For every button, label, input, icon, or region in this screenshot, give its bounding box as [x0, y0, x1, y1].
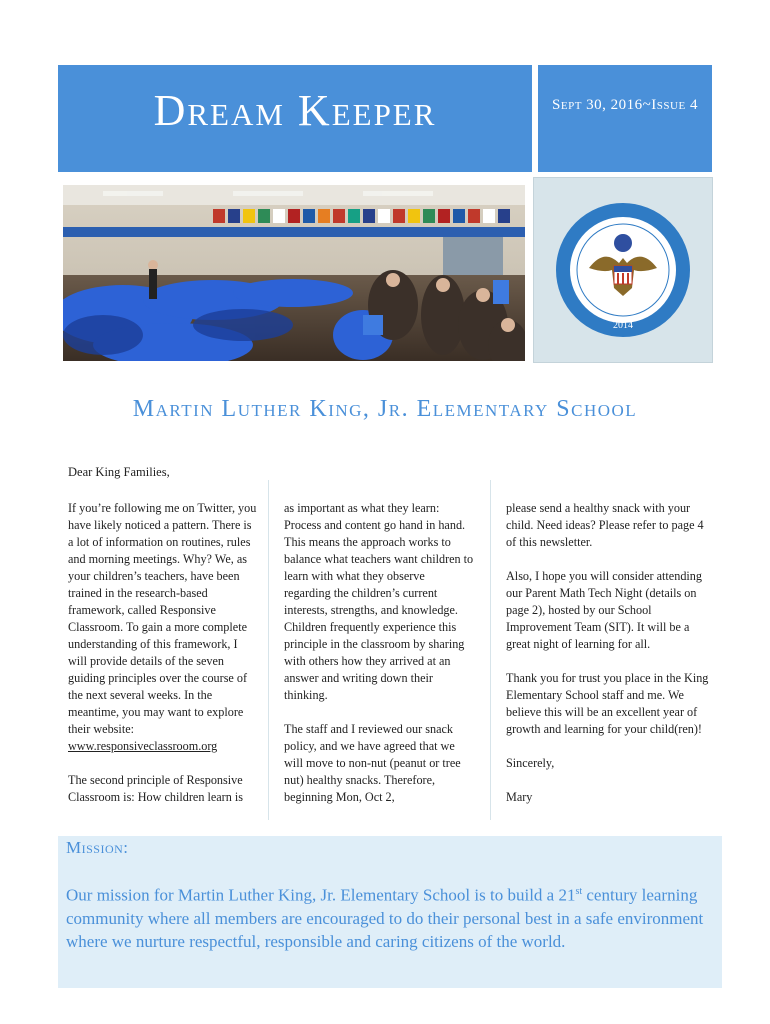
blue-ribbon-seal-icon [534, 178, 712, 362]
issue-banner [538, 65, 712, 172]
column-divider [268, 480, 269, 820]
mission-text-part: Our mission for Martin Luther King, Jr. Elementary School is to build a 21 [66, 885, 576, 905]
letter-paragraph: please send a healthy snack with your child. Need ideas? Please refer to page 4 of this newsletter. [506, 501, 704, 549]
column-divider [490, 480, 491, 820]
letter-column-3 [506, 500, 712, 823]
letter-paragraph: Thank you for trust you place in the King Elementary School staff and me. We believe this will be an excellent year of growth and learning for your child(ren)! [506, 671, 709, 736]
letter-paragraph: The staff and I reviewed our snack policy, and we have agreed that we will move to non-nut (peanut or tree nut) healthy snacks. Therefore, beginning Mon, Oct 2, [284, 722, 461, 804]
mission-text [66, 880, 706, 953]
assembly-photo [63, 185, 525, 361]
newsletter-title: Dream Keeper [153, 86, 437, 135]
mission-heading: Mission: [66, 838, 129, 857]
seal-year: 2014 [613, 320, 633, 331]
blue-ribbon-seal-panel [533, 177, 713, 363]
letter-column-2 [284, 500, 474, 823]
mission-superscript: st [575, 886, 583, 897]
letter-paragraph [68, 500, 258, 755]
letter-paragraph: Also, I hope you will consider attending our Parent Math Tech Night (details on page 2), hosted by our School Improvement Team (SIT). It will be a great night of learning for all. [506, 569, 702, 651]
letter-paragraph: as important as what they learn: Process and content go hand in hand. This means the approach works to balance what teachers want children to learn with what they observe regarding the children’s current interests, strengths, and knowledge. Children frequently experience this principle in the classroom by sharing with others how they arrived at an answer and writing down their thinking. [284, 501, 474, 702]
school-name: Martin Luther King, Jr. Elementary School [132, 396, 638, 422]
mission-box [58, 836, 722, 988]
letter-closing: Sincerely, [506, 756, 555, 770]
letter-signature: Mary [506, 790, 533, 804]
title-banner [58, 65, 532, 172]
issue-date: Sept 30, 2016~Issue 4 [552, 97, 698, 113]
letter-paragraph: The second principle of Responsive Classroom is: How children learn is [68, 773, 243, 804]
paragraph-text: If you’re following me on Twitter, you have likely noticed a pattern. There is a lot of information on routines, rules and morning meetings. Why? We, as your children’s teachers, have been trained in the research-based framework, called Responsive Classroom. To gain a more complete understanding of this framework, I will provide details of the seven guiding principles over the course of the next several weeks. In the meantime, you may want to explore their website: [68, 501, 257, 736]
letter-greeting: Dear King Families, [68, 465, 170, 479]
website-link[interactable]: www.responsiveclassroom.org [68, 739, 218, 753]
mission-text-part: century learning community where all members are encouraged to do their personal best in a safe environment where we nurture respectful, responsible and caring citizens of the world. [66, 885, 704, 951]
letter-column-1 [68, 500, 258, 823]
